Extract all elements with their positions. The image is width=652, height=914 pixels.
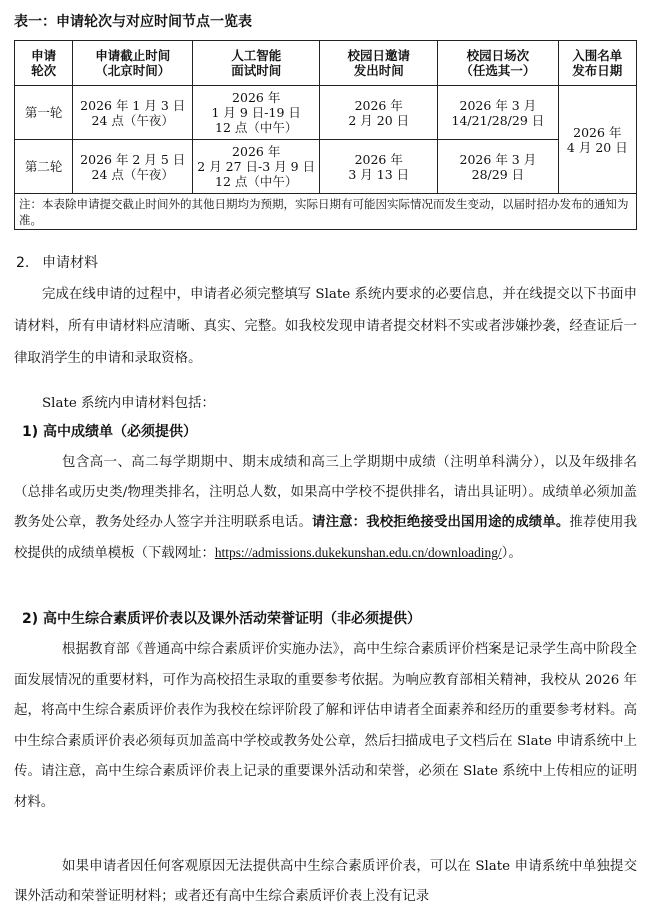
table-header-row — [15, 41, 637, 86]
table-row — [15, 86, 637, 140]
deadline-cell: 2026 年 1 月 3 日 24 点（午夜） — [73, 86, 193, 140]
section-title: 申请材料 — [42, 255, 98, 271]
item2-heading: 2) 高中生综合素质评价表以及课外活动荣誉证明（非必须提供） — [22, 611, 422, 627]
round-cell: 第一轮 — [15, 86, 73, 140]
deadline-cell: 2026 年 2 月 5 日 24 点（午夜） — [73, 140, 193, 194]
invite-cell: 2026 年 2 月 20 日 — [320, 86, 438, 140]
item1-template-end: ）。 — [501, 546, 522, 561]
header-shortlist: 入围名单 发布日期 — [558, 41, 636, 86]
header-campus-day: 校园日场次 （任选其一） — [438, 41, 558, 86]
table-note-row — [15, 194, 637, 230]
header-invite: 校园日邀请 发出时间 — [320, 41, 438, 86]
table-title: 表一：申请轮次与对应时间节点一览表 — [14, 14, 252, 30]
download-link[interactable]: https://admissions.dukekunshan.edu.cn/downloading/ — [214, 545, 502, 560]
item2-body2: 如果申请者因任何客观原因无法提供高中生综合素质评价表，可以在 Slate 申请系统中单独提交课外活动和荣誉证明材料；或者还有高中生综合素质评价表上没有记录 — [14, 859, 637, 904]
table-row — [15, 140, 637, 194]
item1-heading: 1) 高中成绩单（必须提供） — [22, 424, 198, 440]
round-cell: 第二轮 — [15, 140, 73, 194]
invite-cell: 2026 年 3 月 13 日 — [320, 140, 438, 194]
item1-warning: 请注意：我校拒绝接受出国用途的成绩单。 — [312, 515, 570, 530]
item1-body-text: 包含高一、高二每学期期中、期末成绩和高三上学期期中成绩（注明单科满分），以及年级排名（总排名或历史类/物理类排名，注明总人数，如果高中学校不提供排名，请出具证明）。成绩单必须加盖教务处公章，教务处经办人签字并注明联系电话。 — [14, 455, 637, 530]
header-ai-interview: 人工智能 面试时间 — [193, 41, 320, 86]
intro-paragraph: 完成在线申请的过程中，申请者必须完整填写 Slate 系统内要求的必要信息，并在线提交以下书面申请材料，所有申请材料应清晰、真实、完整。如我校发现申请者提交材料不实或者涉嫌抄袭，经查证后一律取消学生的申请和录取资格。 — [14, 287, 637, 366]
ai-interview-cell: 2026 年 1 月 9 日-19 日 12 点（中午） — [193, 86, 320, 140]
header-deadline: 申请截止时间 （北京时间） — [73, 41, 193, 86]
campus-day-cell: 2026 年 3 月 28/29 日 — [438, 140, 558, 194]
campus-day-cell: 2026 年 3 月 14/21/28/29 日 — [438, 86, 558, 140]
section-heading — [16, 252, 98, 272]
table-note: 注：本表除申请提交截止时间外的其他日期均为预期，实际日期有可能因实际情况而发生变动，以届时招办发布的通知为准。 — [15, 194, 637, 230]
section-number: 2. — [16, 255, 30, 271]
item2-body1: 根据教育部《普通高中综合素质评价实施办法》，高中生综合素质评价档案是记录学生高中阶段全面发展情况的重要材料，可作为高校招生录取的重要参考依据。为响应教育部相关精神，我校从 2026 年起，将高中生综合素质评价表作为我校在综评阶段了解和评估申请者全面素养和经历的重要参考材料。高中生综合素质评价表必须每页加盖高中学校或教务处公章，然后扫描成电子文档后在 Slate 申请系统中上传。请注意，高中生综合素质评价表上记录的重要课外活动和荣誉，必须在 Slate 系统中上传相应的证明材料。 — [14, 642, 637, 810]
schedule-table — [14, 40, 637, 230]
slate-list-label: Slate 系统内申请材料包括： — [42, 396, 215, 411]
ai-interview-cell: 2026 年 2 月 27 日-3 月 9 日 12 点（中午） — [193, 140, 320, 194]
item1-template-text: 推荐使用我校提供的成绩单模板（下载网址： — [14, 515, 637, 561]
shortlist-date-cell: 2026 年 4 月 20 日 — [558, 86, 636, 194]
header-round: 申请 轮次 — [15, 41, 73, 86]
item1-body — [14, 448, 637, 569]
